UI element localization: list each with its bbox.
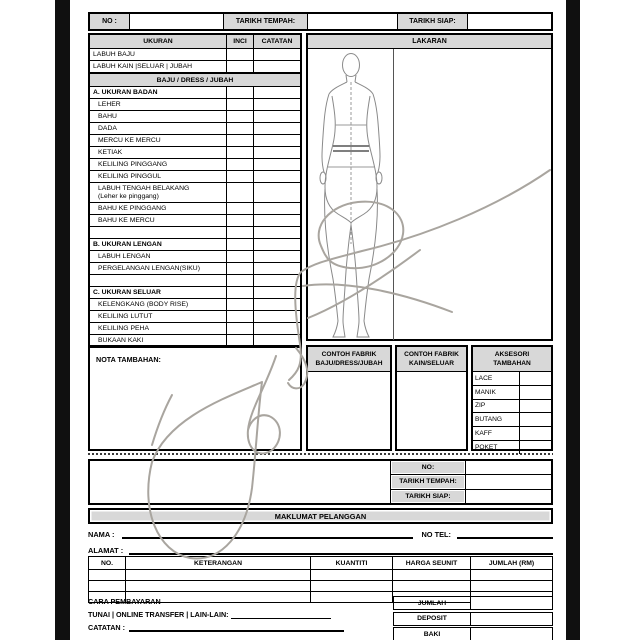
section-c-label: C. UKURAN SELUAR (90, 287, 227, 298)
nota-tambahan-box[interactable] (88, 345, 302, 451)
aksesori-label: BUTANG (473, 413, 520, 426)
inci-cell[interactable] (227, 215, 254, 226)
aksesori-value-cell[interactable] (520, 372, 551, 385)
item-cell[interactable] (393, 570, 471, 581)
aksesori-tambahan-box (471, 345, 553, 451)
catatan-header: CATATAN (261, 38, 293, 45)
aksesori-label: LACE (473, 372, 520, 385)
contoh-baju-line1: CONTOH FABRIK (321, 351, 377, 358)
contoh-fabrik-baju-swatch-area[interactable] (308, 372, 390, 452)
inci-cell[interactable] (227, 239, 254, 250)
ukuran-header: UKURAN (90, 35, 227, 48)
inci-cell[interactable] (227, 123, 254, 134)
catatan-cell[interactable] (254, 111, 300, 122)
inci-cell[interactable] (227, 323, 254, 334)
catatan-cell[interactable] (254, 123, 300, 134)
tarikh-tempah-label: TARIKH TEMPAH: (224, 14, 308, 29)
deposit-row (393, 612, 553, 626)
aksesori-header (473, 347, 551, 372)
measure-label: KELILING PEHA (90, 323, 227, 334)
nama-line (88, 527, 553, 539)
catatan-cell[interactable] (254, 323, 300, 334)
aksesori-line2: TAMBAHAN (493, 360, 531, 367)
totals-box (393, 596, 553, 640)
measure-row (90, 146, 300, 158)
lakaran-box (306, 33, 553, 341)
order-tempah-field[interactable] (466, 475, 551, 488)
inci-cell[interactable] (227, 111, 254, 122)
nama-field[interactable] (122, 527, 413, 539)
order-no-row (391, 461, 551, 475)
alamat-field[interactable] (129, 543, 553, 555)
contoh-fabrik-baju-box (306, 345, 392, 451)
catatan-cell[interactable] (254, 203, 300, 214)
items-header-row (89, 557, 553, 570)
inci-cell[interactable] (227, 287, 254, 298)
measure-row (90, 122, 300, 134)
order-no-label: NO: (391, 461, 466, 474)
item-cell[interactable] (471, 570, 553, 581)
inci-cell[interactable] (227, 171, 254, 182)
maklumat-pelanggan-bar: MAKLUMAT PELANGGAN (88, 508, 553, 524)
aksesori-label: KAFF (473, 427, 520, 440)
measure-label: KELILING LUTUT (90, 311, 227, 322)
measure-label: LEHER (90, 99, 227, 110)
order-siap-field[interactable] (466, 490, 551, 503)
items-row (89, 581, 553, 592)
inci-cell[interactable] (227, 275, 254, 286)
col-no: NO. (89, 557, 126, 570)
alamat-label: ALAMAT : (88, 546, 124, 555)
measure-row (90, 202, 300, 214)
inci-cell[interactable] (227, 87, 254, 98)
catatan-cell[interactable] (254, 183, 300, 202)
order-siap-label: TARIKH SIAP: (391, 490, 466, 503)
aksesori-row (473, 400, 551, 414)
body-croquis-cell (308, 49, 394, 340)
catatan-field[interactable] (129, 621, 344, 632)
item-cell[interactable] (89, 570, 126, 581)
catatan-label: CATATAN : (88, 623, 125, 632)
measure-row (90, 158, 300, 170)
col-jumlah-rm: JUMLAH (RM) (471, 557, 553, 570)
no-tel-field[interactable] (457, 527, 553, 539)
payment-methods-line (88, 609, 388, 619)
catatan-cell[interactable] (254, 61, 300, 72)
labuh-tengah-line1: LABUH TENGAH BELAKANG (98, 184, 190, 192)
measure-label: BAHU (90, 111, 227, 122)
cara-pembayaran-title: CARA PEMBAYARAN (88, 597, 161, 606)
measure-row (90, 48, 300, 60)
catatan-cell[interactable] (254, 275, 300, 286)
inci-cell[interactable] (227, 159, 254, 170)
col-keterangan: KETERANGAN (126, 557, 311, 570)
deposit-field[interactable] (471, 613, 552, 625)
items-row (89, 570, 553, 581)
aksesori-label: POKET (473, 441, 520, 454)
measure-label: DADA (90, 123, 227, 134)
contoh-baju-line2: BAJU/DRESS/JUBAH (315, 360, 383, 367)
measure-label: KETIAK (90, 147, 227, 158)
item-cell[interactable] (311, 570, 393, 581)
measure-row (90, 98, 300, 110)
no-label: NO : (90, 14, 130, 29)
measure-label: BAHU KE MERCU (90, 215, 227, 226)
empty-row (90, 226, 300, 238)
item-cell[interactable] (471, 581, 553, 592)
col-kuantiti: KUANTITI (311, 557, 393, 570)
payment-methods-text[interactable]: TUNAI | ONLINE TRANSFER | LAIN-LAIN: (88, 609, 229, 619)
inci-cell[interactable] (227, 203, 254, 214)
inci-cell[interactable] (227, 311, 254, 322)
measure-label: LABUH LENGAN (90, 251, 227, 262)
catatan-cell[interactable] (254, 159, 300, 170)
empty-cell[interactable] (90, 227, 227, 238)
order-siap-row (391, 490, 551, 503)
no-tel-label: NO TEL: (421, 530, 451, 539)
measure-row (90, 214, 300, 226)
nama-label: NAMA : (88, 530, 115, 539)
measure-label: PERGELANGAN LENGAN(SIKU) (90, 263, 227, 274)
measure-label: KELILING PINGGANG (90, 159, 227, 170)
alamat-line (88, 543, 553, 555)
catatan-cell[interactable] (254, 251, 300, 262)
measure-row (90, 250, 300, 262)
aksesori-value-cell[interactable] (520, 400, 551, 413)
contoh-fabrik-kain-box (395, 345, 468, 451)
item-cell[interactable] (311, 581, 393, 592)
order-slip-fields (390, 461, 551, 503)
contoh-fabrik-kain-swatch-area[interactable] (397, 372, 466, 452)
aksesori-row (473, 413, 551, 427)
jumlah-label: JUMLAH (394, 597, 471, 609)
empty-row (90, 274, 300, 286)
inci-cell[interactable] (227, 135, 254, 146)
top-bar (88, 12, 553, 31)
catatan-cell[interactable] (254, 311, 300, 322)
photo-edge-right (566, 0, 580, 640)
measure-label: KELILING PINGGUL (90, 171, 227, 182)
catatan-cell[interactable] (254, 263, 300, 274)
measure-row (90, 322, 300, 334)
tarikh-siap-field[interactable] (468, 14, 551, 29)
contoh-kain-line2: KAIN/SELUAR (408, 360, 455, 367)
catatan-cell[interactable] (254, 215, 300, 226)
section-bar-label: BAJU / DRESS / JUBAH (156, 76, 234, 84)
catatan-cell[interactable] (254, 99, 300, 110)
no-field[interactable] (130, 14, 224, 29)
inci-header: INCI (227, 35, 254, 48)
catatan-cell[interactable] (254, 147, 300, 158)
inci-cell[interactable] (227, 183, 254, 202)
aksesori-row (473, 386, 551, 400)
measure-row (90, 310, 300, 322)
measure-row (90, 60, 300, 72)
catatan-cell[interactable] (254, 239, 300, 250)
jumlah-field[interactable] (471, 597, 552, 609)
tarikh-tempah-field[interactable] (308, 14, 398, 29)
measure-label: BAHU KE PINGGANG (90, 203, 227, 214)
item-cell[interactable] (393, 581, 471, 592)
lakaran-sketch-area[interactable] (308, 49, 551, 340)
measure-row (90, 170, 300, 182)
section-b-label: B. UKURAN LENGAN (90, 239, 227, 250)
item-cell[interactable] (126, 581, 311, 592)
order-tempah-row (391, 475, 551, 489)
catatan-cell[interactable] (254, 227, 300, 238)
measure-row (90, 262, 300, 274)
catatan-cell[interactable] (254, 87, 300, 98)
section-a-label: A. UKURAN BADAN (90, 87, 227, 98)
tarikh-siap-label: TARIKH SIAP: (398, 14, 468, 29)
contoh-fabrik-kain-header (397, 347, 466, 372)
aksesori-label: ZIP (473, 400, 520, 413)
measure-row (90, 298, 300, 310)
catatan-line (88, 621, 388, 632)
col-harga-seunit: HARGA SEUNIT (393, 557, 471, 570)
inci-cell[interactable] (227, 251, 254, 262)
inci-cell[interactable] (227, 61, 254, 72)
measurement-header-row (90, 35, 300, 48)
photo-edge-left (55, 0, 70, 640)
inci-cell[interactable] (227, 299, 254, 310)
inci-cell[interactable] (227, 263, 254, 274)
payment-section (88, 597, 388, 635)
empty-cell[interactable] (90, 275, 227, 286)
measure-row-labuh-tengah (90, 182, 300, 202)
item-cell[interactable] (89, 581, 126, 592)
catatan-cell[interactable] (254, 171, 300, 182)
catatan-cell[interactable] (254, 299, 300, 310)
contoh-fabrik-baju-header (308, 347, 390, 372)
inci-cell[interactable] (227, 99, 254, 110)
aksesori-value-cell[interactable] (520, 386, 551, 399)
section-b-row (90, 238, 300, 250)
item-cell[interactable] (126, 570, 311, 581)
catatan-cell[interactable] (254, 49, 300, 60)
measure-label (90, 183, 227, 202)
section-a-row (90, 86, 300, 98)
aksesori-row (473, 441, 551, 454)
catatan-cell[interactable] (254, 287, 300, 298)
body-croquis-figure (308, 49, 393, 340)
deposit-label: DEPOSIT (394, 613, 471, 625)
aksesori-row (473, 427, 551, 441)
aksesori-row (473, 372, 551, 386)
measure-label: BUKAAN KAKI (90, 335, 227, 346)
aksesori-label: MANIK (473, 386, 520, 399)
aksesori-value-cell[interactable] (520, 413, 551, 426)
order-slip-box[interactable] (88, 459, 553, 505)
inci-cell[interactable] (227, 147, 254, 158)
lain-lain-field[interactable] (231, 609, 331, 619)
jumlah-row (393, 596, 553, 610)
measure-row (90, 134, 300, 146)
aksesori-line1: AKSESORI (494, 351, 530, 358)
perforation-line (88, 453, 553, 455)
baki-field[interactable] (471, 628, 552, 640)
measure-row (90, 110, 300, 122)
order-tempah-label: TARIKH TEMPAH: (391, 475, 466, 488)
inci-cell[interactable] (227, 227, 254, 238)
aksesori-value-cell[interactable] (520, 441, 551, 454)
measure-label: LABUH KAIN |SELUAR | JUBAH (90, 61, 227, 72)
catatan-cell[interactable] (254, 135, 300, 146)
measure-label: MERCU KE MERCU (90, 135, 227, 146)
nota-tambahan-label: NOTA TAMBAHAN: (96, 355, 161, 364)
measure-label: LABUH BAJU (90, 49, 227, 60)
order-no-field[interactable] (466, 461, 551, 474)
measure-label: KELENGKANG (BODY RISE) (90, 299, 227, 310)
section-bar-baju-dress-jubah (90, 72, 300, 86)
baki-row (393, 627, 553, 640)
lakaran-header: LAKARAN (308, 35, 551, 49)
section-c-row (90, 286, 300, 298)
baki-label: BAKI (394, 628, 471, 640)
aksesori-value-cell[interactable] (520, 427, 551, 440)
labuh-tengah-line2: (Leher ke pinggang) (98, 192, 159, 200)
measurement-table (88, 33, 302, 348)
inci-cell[interactable] (227, 49, 254, 60)
contoh-kain-line1: CONTOH FABRIK (404, 351, 459, 358)
